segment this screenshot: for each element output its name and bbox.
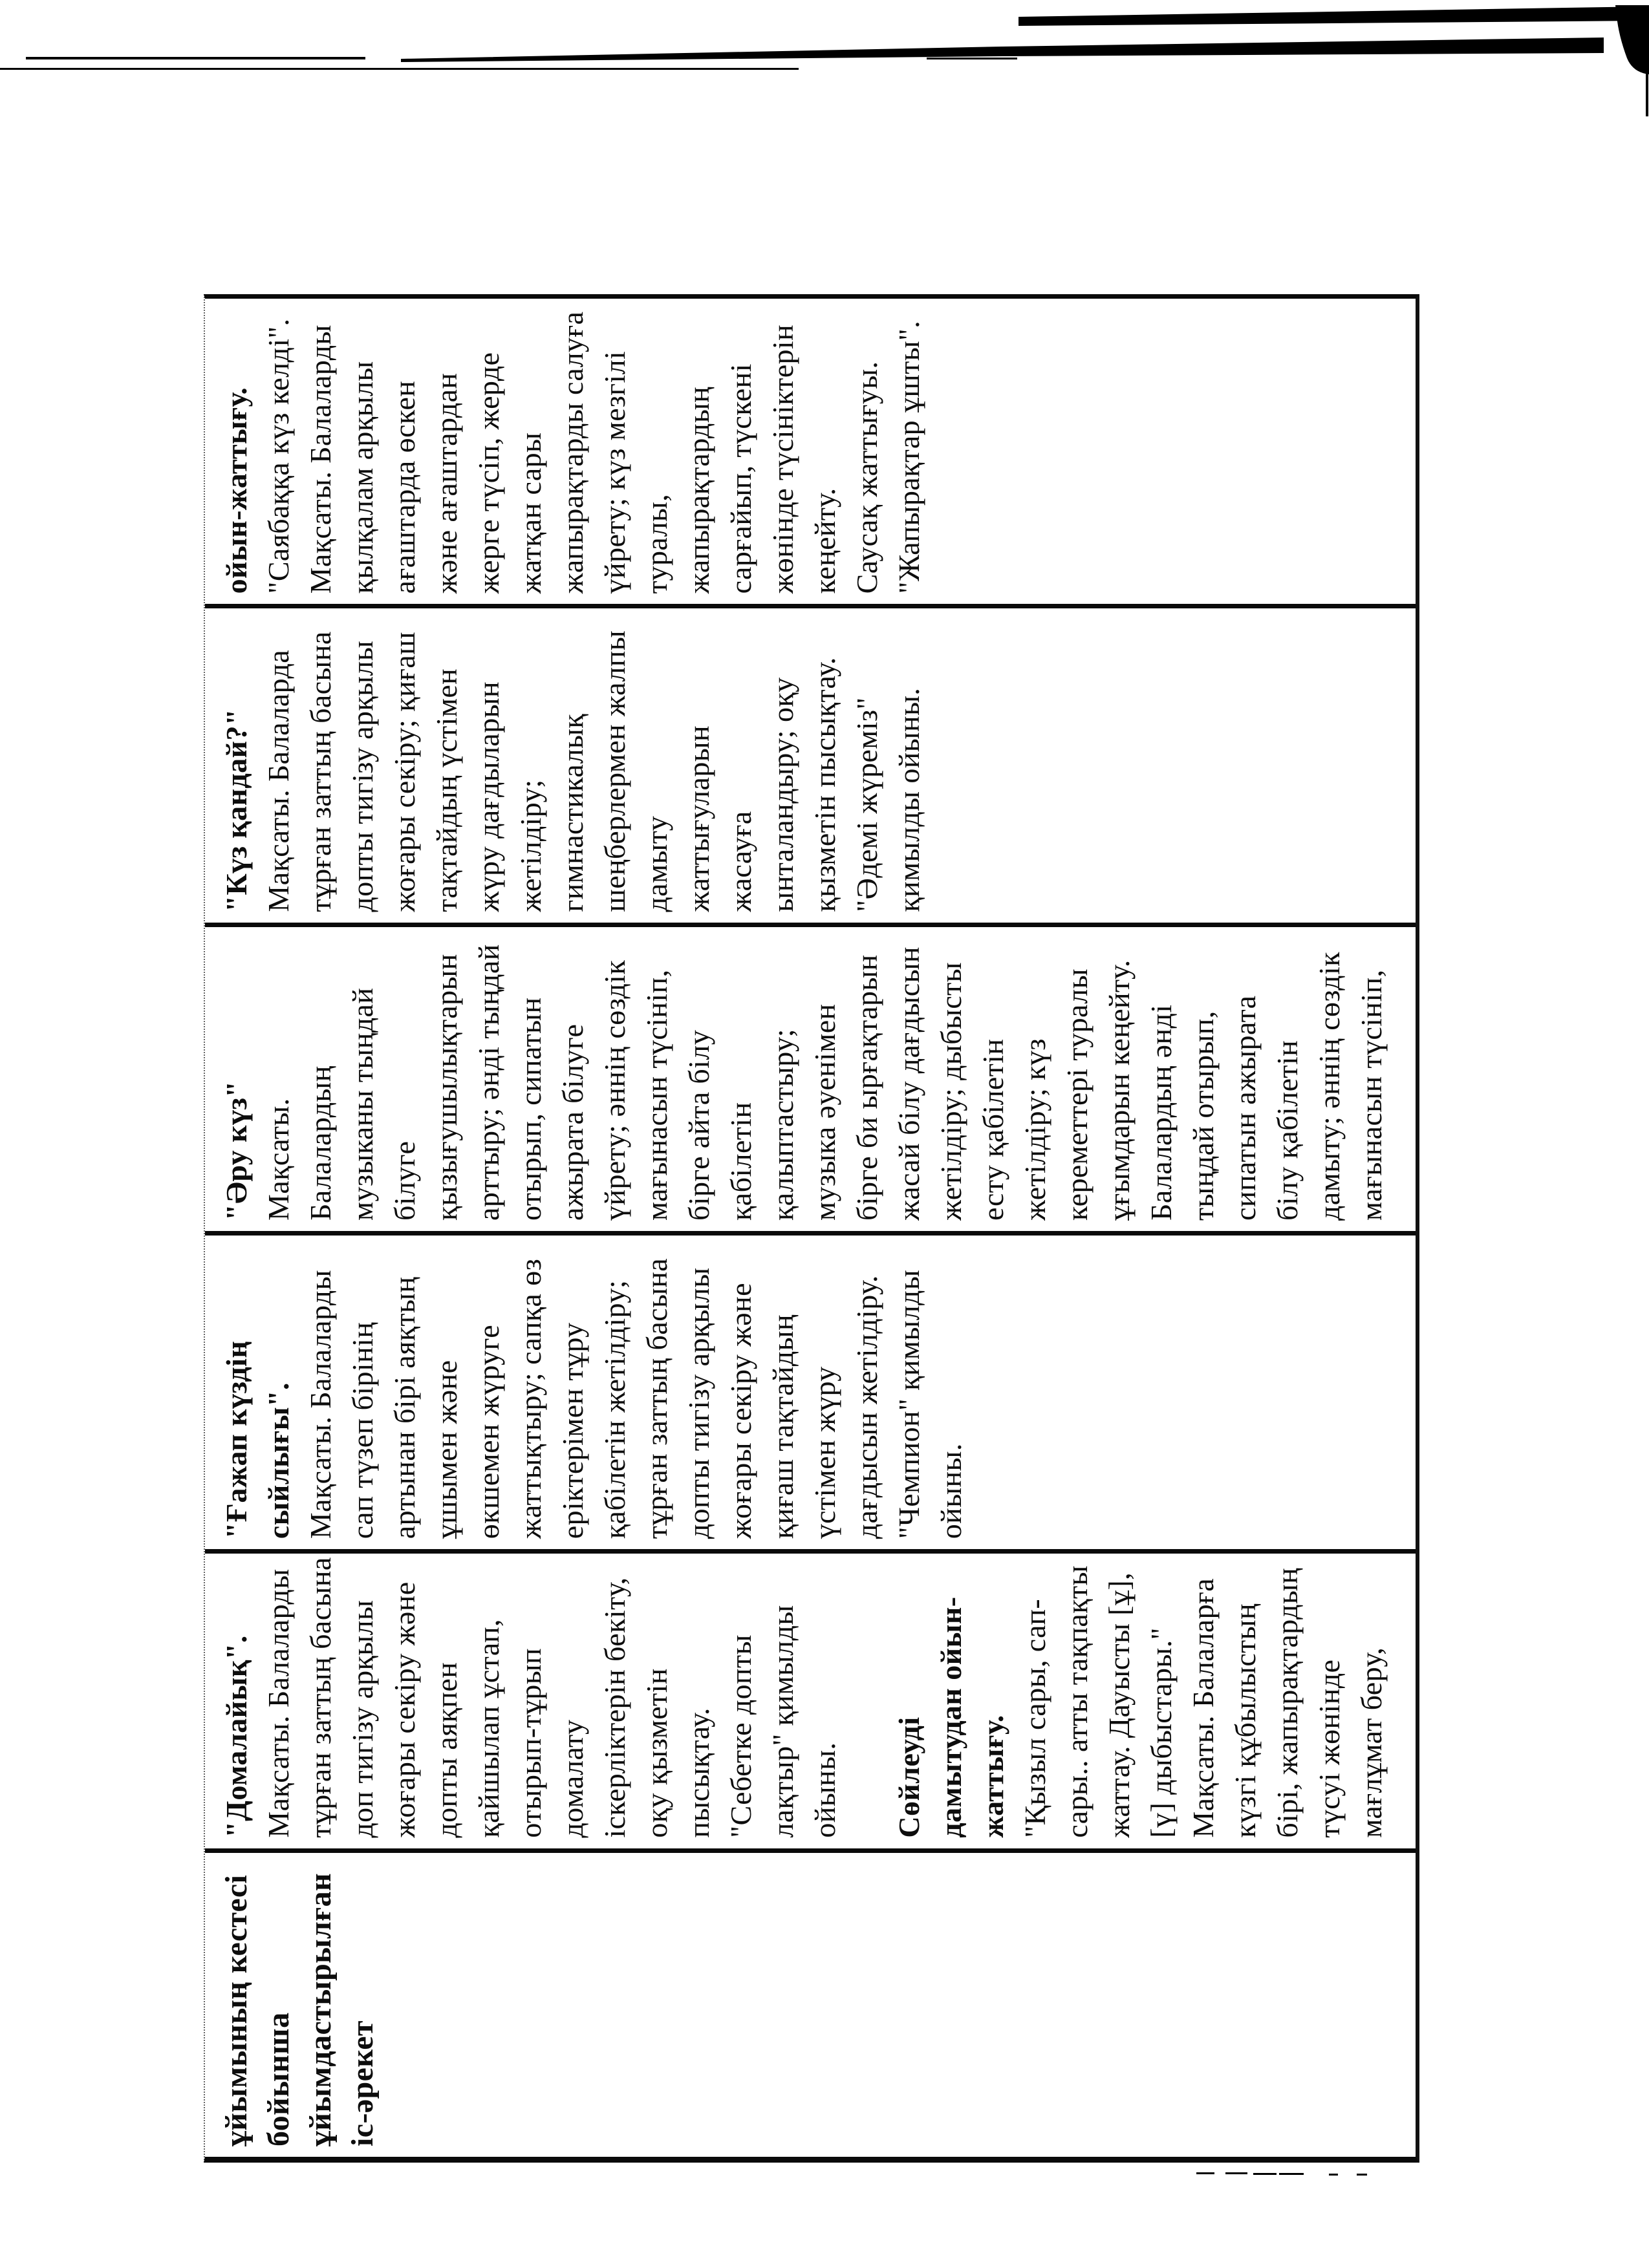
- text-line: қызметін пысықтау.: [808, 657, 841, 912]
- text-line: жасай білу дағдысын: [892, 947, 925, 1221]
- text-line: жетілдіру; күз: [1018, 1038, 1051, 1221]
- text-line: жерге түсіп, жерде: [472, 352, 505, 594]
- text-line: жасауға: [724, 811, 757, 912]
- text-line: доп тигізу арқылы: [346, 1599, 379, 1838]
- text-line: ойыны.: [934, 1443, 967, 1539]
- text-line: қылқалам арқылы: [346, 361, 379, 594]
- text-line: "Ғажап күздің: [220, 1340, 253, 1539]
- text-line: Саусақ жаттығуы.: [850, 361, 883, 594]
- text-line: Сөйлеуді: [892, 1717, 925, 1838]
- text-line: "Қызыл сары, сап-: [1018, 1598, 1051, 1838]
- text-line: жатқан сары: [514, 432, 547, 594]
- text-line: Мақсаты. Балаларды: [262, 1568, 295, 1838]
- text-line: отырып, сипатын: [514, 997, 547, 1221]
- text-line: ұйымдастырылған: [303, 1872, 338, 2146]
- text-line: тұрған заттың басына: [304, 1557, 337, 1838]
- text-line: тыңдай отырып,: [1187, 1011, 1220, 1221]
- text-line: Мақсаты.: [262, 1098, 295, 1221]
- text-line: жүру дағдыларын: [472, 681, 505, 912]
- text-line: жетілдіру;: [514, 779, 547, 912]
- text-line: қиғаш тақтайдың: [766, 1314, 799, 1539]
- text-line: отырып-тұрып: [514, 1647, 547, 1838]
- text-line: Мақсаты. Балаларға: [1187, 1578, 1220, 1838]
- text-line: дағдысын жетілдіру.: [850, 1275, 883, 1539]
- text-line: түсуі жөнінде: [1313, 1659, 1346, 1838]
- text-line: іс-әрекет: [345, 2020, 380, 2146]
- table-cell-activity-kuz-kandai: [205, 604, 1416, 922]
- text-line: [ү] дыбыстары.": [1145, 1627, 1178, 1838]
- text-line: допты тигізу арқылы: [346, 640, 379, 912]
- text-line: Балалардың: [304, 1065, 337, 1221]
- text-line: туралы,: [640, 493, 673, 594]
- text-line: бірі, жапырақтардың: [1271, 1567, 1304, 1838]
- text-line: қабілетін жетілдіру;: [598, 1279, 631, 1539]
- text-line: ойыны.: [808, 1742, 841, 1838]
- text-line: сарғайып, түскені: [724, 363, 757, 594]
- table-cell-activity-gazhap-kuzdin-syilygy: [205, 1231, 1416, 1549]
- text-line: қалыптастыру;: [766, 1029, 799, 1221]
- text-line: сап түзеп бірінің: [346, 1321, 379, 1539]
- text-line: ұйымының кестесі: [219, 1874, 253, 2146]
- text-line: қабілетін: [724, 1102, 757, 1221]
- text-line: тақтайдың үстімен: [430, 668, 463, 912]
- text-line: іскерліктерін бекіту,: [598, 1577, 631, 1838]
- text-line: домалату: [556, 1719, 589, 1838]
- text-line: [846, 1559, 888, 1837]
- text-line: шеңберлермен жалпы: [598, 630, 631, 912]
- text-line: жетілдіру; дыбысты: [934, 962, 967, 1221]
- text-line: музыка әуенімен: [808, 1003, 841, 1221]
- text-line: қызығушылықтарын: [430, 954, 463, 1221]
- text-line: білуге: [388, 1140, 421, 1221]
- text-line: үйрету; әннің сөздік: [598, 959, 631, 1221]
- text-line: бірге айта білу: [682, 1029, 715, 1221]
- text-line: жаттығу.: [976, 1715, 1009, 1838]
- text-line: ынталандыру; оқу: [766, 677, 799, 912]
- text-line: қимылды ойыны.: [892, 687, 925, 912]
- text-line: Балалардың әнді: [1145, 1004, 1178, 1221]
- text-line: дамытудан ойын-: [934, 1596, 967, 1838]
- text-line: сары.. атты тақпақты: [1061, 1565, 1094, 1838]
- text-line: жаттау. Дауысты [ұ],: [1103, 1572, 1136, 1838]
- text-line: артынан бірі аяқтың: [388, 1276, 421, 1539]
- text-line: "Саябаққа күз келді".: [262, 318, 295, 594]
- text-line: жапырақтардың: [682, 386, 715, 594]
- text-line: жаттығуларын: [682, 725, 715, 912]
- text-line: дамыту; әннің сөздік: [1313, 952, 1346, 1221]
- text-line: есту қабілетін: [976, 1038, 1009, 1221]
- text-line: музыканы тыңдай: [346, 987, 379, 1221]
- text-line: сыйлығы".: [262, 1382, 295, 1539]
- text-line: мағлұмат беру,: [1355, 1647, 1388, 1838]
- text-line: допты тигізу арқылы: [682, 1267, 715, 1539]
- text-line: ойын-жаттығу.: [220, 387, 253, 594]
- text-line: сипатын ажырата: [1229, 995, 1262, 1221]
- table-cell-activity-aru-kuz: [205, 923, 1416, 1231]
- text-line: "Әдемі жүреміз": [850, 697, 883, 912]
- text-line: лақтыр" қимылды: [766, 1605, 799, 1838]
- text-line: "Күз қандай?": [220, 709, 253, 912]
- text-line: еріктерімен тұру: [556, 1322, 589, 1539]
- text-line: жоғары секіру; қиғаш: [388, 632, 421, 912]
- table-cell-activity-domalaiyk: [205, 1549, 1416, 1848]
- text-line: Мақсаты. Балаларда: [262, 649, 295, 912]
- text-line: ұшымен және: [430, 1360, 463, 1539]
- text-line: арттыру; әнді тыңдай: [472, 944, 505, 1221]
- text-line: "Әру күз": [220, 1080, 253, 1221]
- text-line: мағынасын түсініп,: [1355, 969, 1388, 1221]
- text-line: күзгі құбылыстың: [1229, 1603, 1262, 1838]
- text-line: өкшемен жүруге: [472, 1324, 505, 1539]
- text-line: жоғары секіру және: [388, 1581, 421, 1838]
- text-line: ажырата білуге: [556, 1023, 589, 1221]
- activity-schedule-table: [204, 294, 1419, 2163]
- text-line: жоғары секіру және: [724, 1283, 757, 1539]
- text-line: жаттықтыру; сапқа өз: [514, 1258, 547, 1539]
- table-cell-activity-oiyn-zhattygu: [205, 299, 1416, 604]
- text-line: жапырақтарды салуға: [556, 311, 589, 594]
- text-line: үстімен жүру: [808, 1366, 841, 1539]
- text-line: тұрған заттың басына: [640, 1257, 673, 1539]
- text-line: гимнастикалық: [556, 713, 589, 912]
- text-line: білу қабілетін: [1271, 1040, 1304, 1221]
- text-line: тұрған заттың басына: [304, 631, 337, 912]
- text-line: "Чемпион" қимылды: [892, 1269, 925, 1539]
- text-line: бойынша: [261, 2012, 296, 2146]
- text-line: Мақсаты. Балаларды: [304, 1270, 337, 1539]
- rotated-table-container: [204, 294, 1419, 2163]
- text-line: пысықтау.: [682, 1707, 715, 1838]
- text-line: оқу қызметін: [640, 1668, 673, 1838]
- text-line: үйрету; күз мезгілі: [598, 350, 631, 594]
- text-line: дамыту: [640, 815, 673, 912]
- text-line: кеңейту.: [808, 487, 841, 594]
- text-line: жөнінде түсініктерін: [766, 324, 799, 594]
- text-line: бірге би ырғақтарын: [850, 954, 883, 1221]
- text-line: "Жапырақтар ұшты".: [892, 320, 925, 594]
- table-cell-row-header-organized-activity: [205, 1848, 1416, 2157]
- text-line: мағынасын түсініп,: [640, 969, 673, 1221]
- text-line: "Себетке допты: [724, 1634, 757, 1838]
- text-line: және ағаштардан: [430, 372, 463, 594]
- text-line: кереметтері туралы: [1061, 968, 1094, 1221]
- text-line: "Домалайық".: [220, 1635, 253, 1838]
- text-line: ұғымдарын кеңейту.: [1103, 959, 1136, 1221]
- text-line: Мақсаты. Балаларды: [304, 325, 337, 594]
- text-line: допты аяқпен: [430, 1662, 463, 1838]
- text-line: қайшылап ұстап,: [472, 1619, 505, 1838]
- text-line: ағаштарда өскен: [388, 380, 421, 594]
